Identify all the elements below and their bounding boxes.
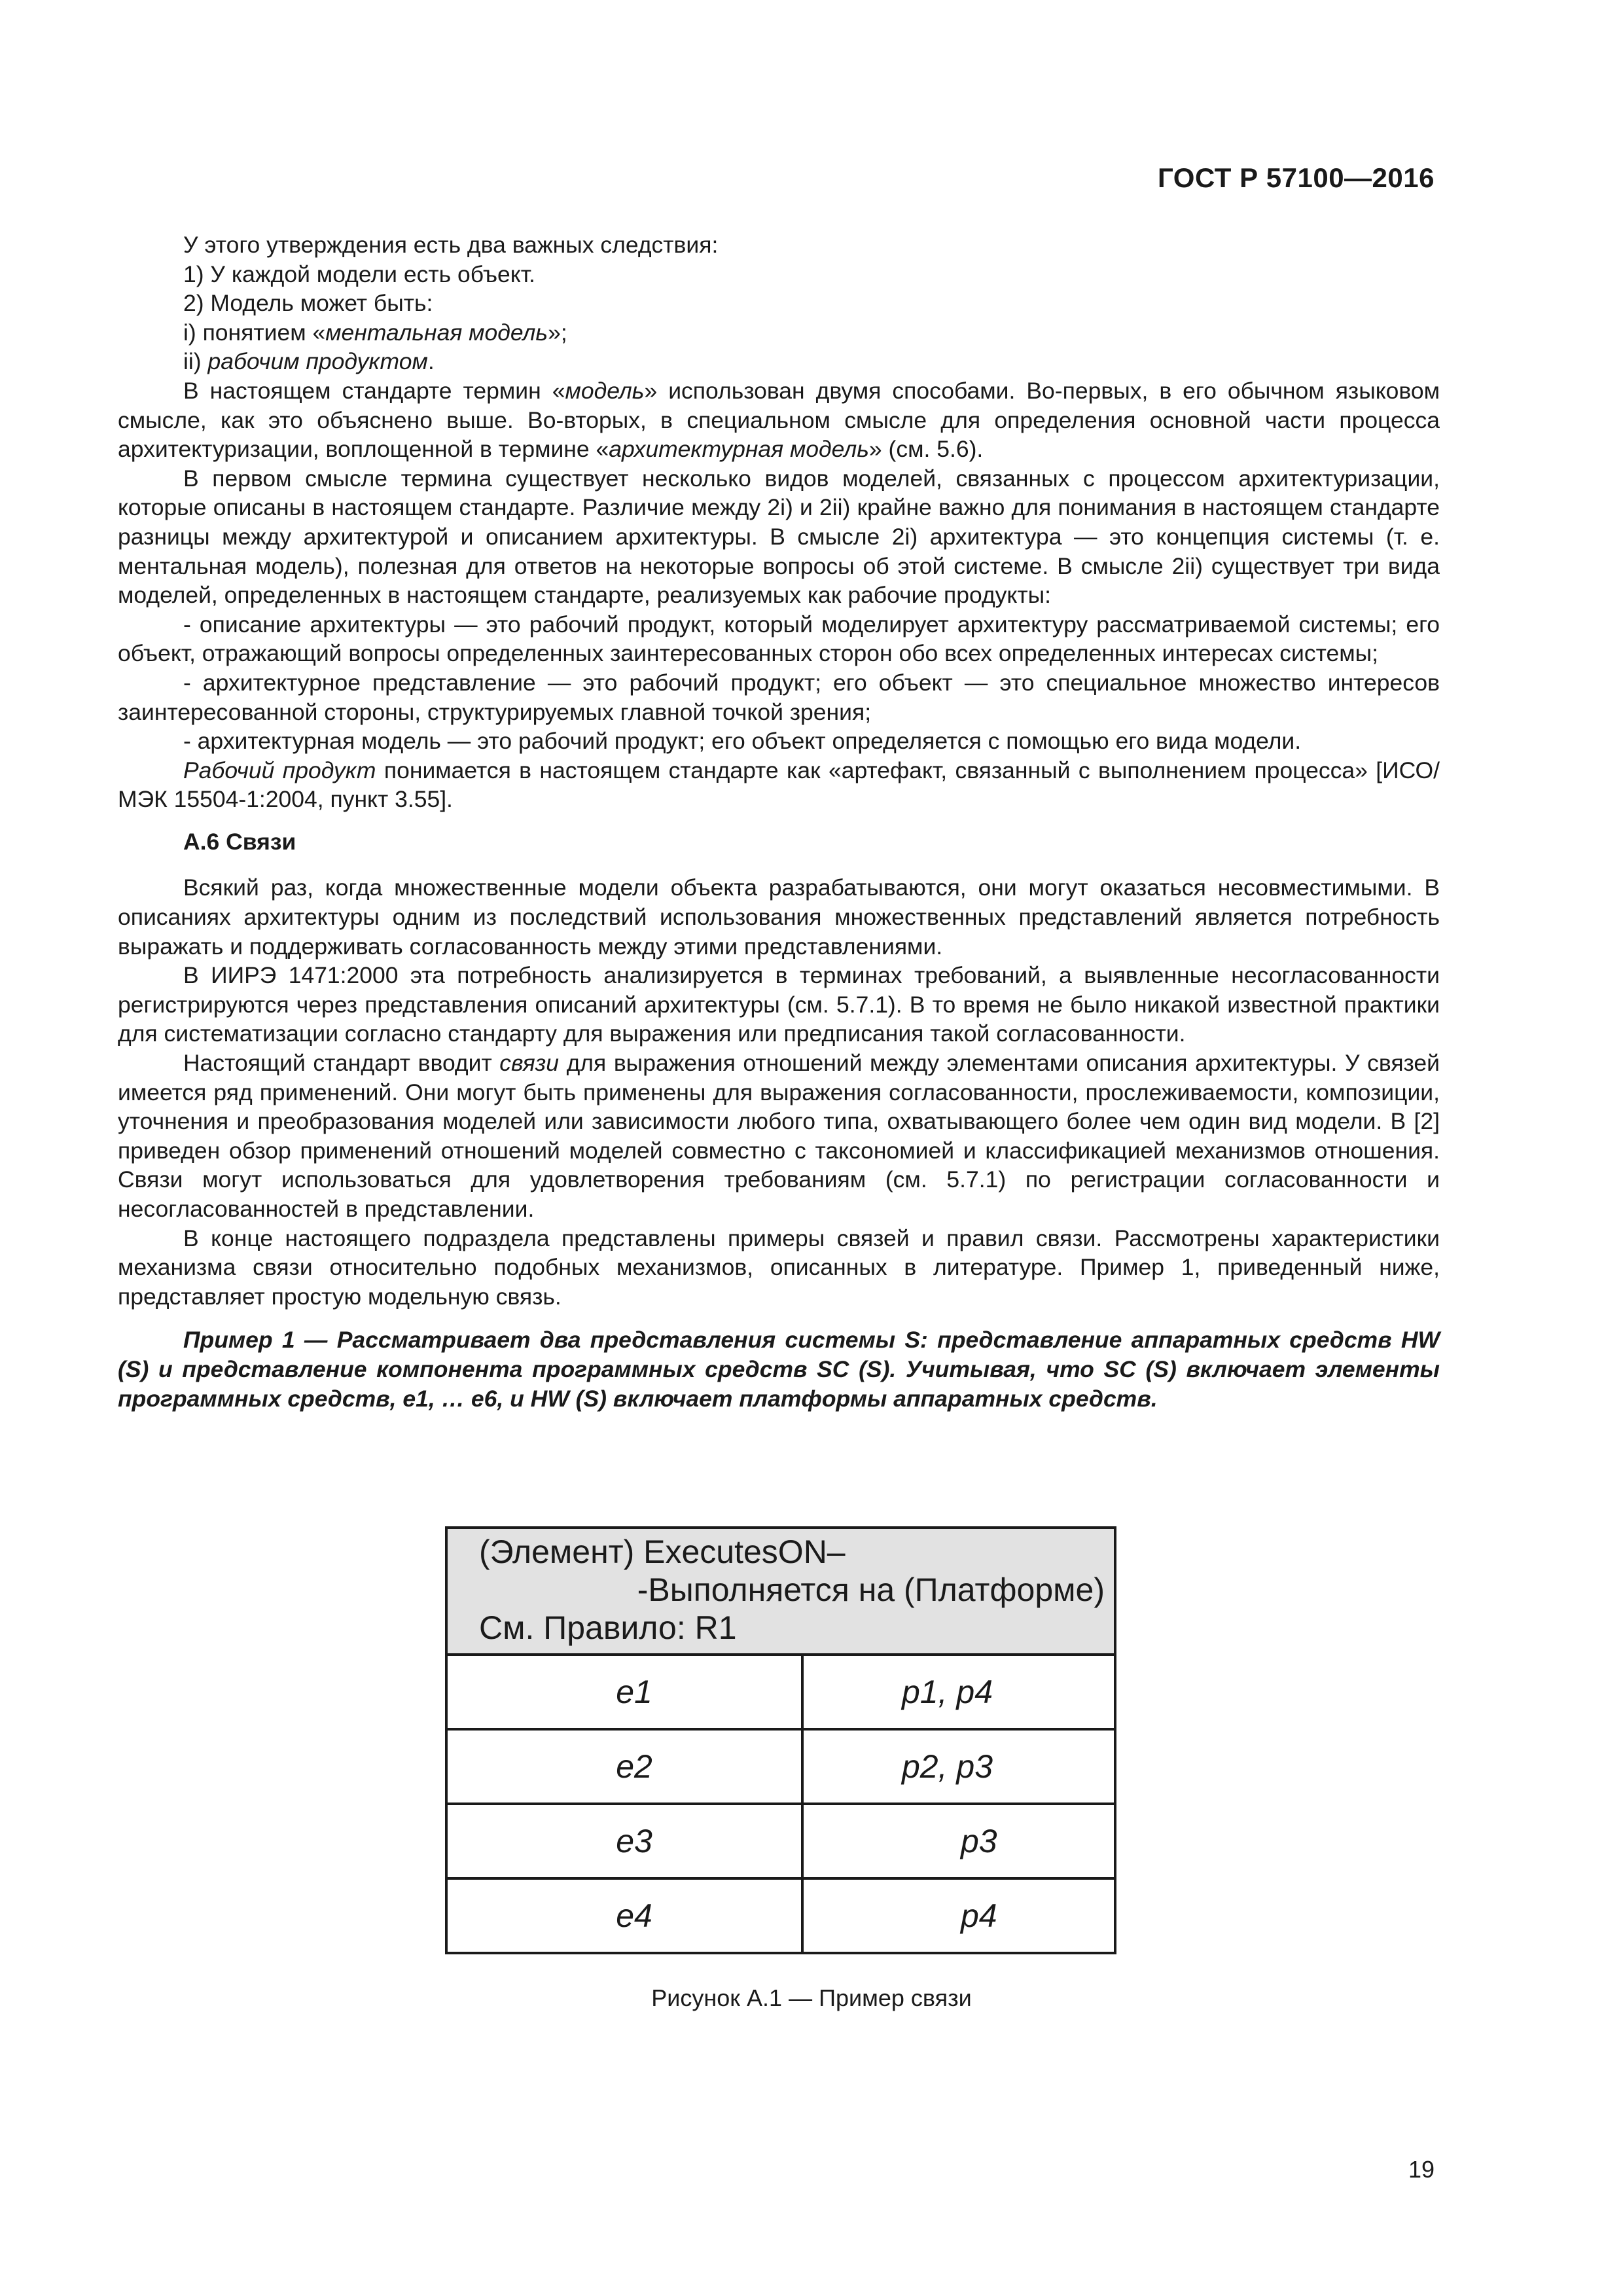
table-row [446,1878,1115,1953]
figure-caption: Рисунок А.1 — Пример связи [651,1984,972,2011]
figure-table [445,1526,1116,1954]
platform-cell: p1, p4 [802,1655,1115,1729]
header-line: См. Правило: R1 [479,1609,737,1646]
table-header-row [446,1528,1115,1655]
document-header-code: ГОСТ Р 57100—2016 [1158,162,1435,193]
list-item: - архитектурная модель — это рабочий продукт; его объект определяется с помощью его вида модели. [183,728,1302,755]
element-cell: e1 [446,1655,802,1729]
table-row [446,1729,1115,1804]
paragraph: У этого утверждения есть два важных следствия: [183,232,719,258]
example-paragraph: Пример 1 — Рассматривает два представления системы S: представление аппаратных средств HW (S) и представление компонента программных средств SC (S). Учитывая, что SC (S) включает элементы программных средств, e1, … e6, и HW (S) включает платформы аппаратных средств. [118,1327,1440,1412]
table-header-cell [446,1528,1115,1655]
platform-cell: p3 [802,1804,1115,1878]
section-heading: А.6 Связи [183,828,296,855]
paragraph: В конце настоящего подраздела представлены примеры связей и правил связи. Рассмотрены характеристики механизма связи относительно подобных механизмов, описанных в литературе. Пример 1, приведенный ниже, представляет простую модельную связь. [118,1225,1440,1310]
list-item: 2) Модель может быть: [183,290,433,317]
list-item: - архитектурное представление — это рабочий продукт; его объект — это специальное множество интересов заинтересованной стороны, структурируемых главной точкой зрения; [118,669,1440,725]
element-cell: e4 [446,1878,802,1953]
paragraph: Настоящий стандарт вводит связи для выражения отношений между элементами описания архитектуры. У связей имеется ряд применений. Они могут быть применены для выражения согласованности, прослеживаемости, композиции, уточнения и преобразования моделей или зависимости любого типа, охватывающего более чем один вид модели. В [2] приведен обзор применений отношений моделей совместно с таксономией и классификацией механизмов отношения. Связи могут использоваться для удовлетворения требованиям (см. 5.7.1) по регистрации согласованности и несогласованностей в представлении. [118,1050,1440,1222]
list-item: 1) У каждой модели есть объект. [183,260,535,287]
list-item: ii) рабочим продуктом. [183,348,435,375]
paragraph: В ИИРЭ 1471:2000 эта потребность анализируется в терминах требований, а выявленные несогласованности регистрируются через представления описаний архитектуры (см. 5.7.1). В то время не было никакой известной практики для систематизации согласно стандарту для выражения или предписания такой согласованности. [118,962,1440,1047]
table-row [446,1655,1115,1729]
table-row [446,1804,1115,1878]
element-cell: e2 [446,1729,802,1804]
list-item: i) понятием «ментальная модель»; [183,319,567,346]
header-line: (Элемент) ExecutesON– [479,1534,846,1570]
list-item: - описание архитектуры — это рабочий продукт, который моделирует архитектуру рассматриваемой системы; его объект, отражающий вопросы определенных заинтересованных сторон обо всех определенных интересах системы; [118,611,1440,667]
page-number: 19 [1408,2156,1435,2183]
platform-cell: p4 [802,1878,1115,1953]
header-line: -Выполняется на (Платформе) [637,1571,1105,1608]
platform-cell: p2, p3 [802,1729,1115,1804]
paragraph: Всякий раз, когда множественные модели объекта разрабатываются, они могут оказаться несовместимыми. В описаниях архитектуры одним из последствий использования множественных представлений является потребность выражать и поддерживать согласованность между этими представлениями. [118,874,1440,960]
paragraph: В первом смысле термина существует несколько видов моделей, связанных с процессом архитектуризации, которые описаны в настоящем стандарте. Различие между 2i) и 2ii) крайне важно для понимания в настоящем стандарте разницы между архитектурой и описанием архитектуры. В смысле 2i) архитектура — это концепция системы (т. е. ментальная модель), полезная для ответов на некоторые вопросы об этой системе. В смысле 2ii) существует три вида моделей, определенных в настоящем стандарте, реализуемых как рабочие продукты: [118,465,1440,609]
paragraph: Рабочий продукт понимается в настоящем стандарте как «артефакт, связанный с выполнением процесса» [ИСО/МЭК 15504-1:2004, пункт 3.55]. [118,757,1440,813]
element-cell: e3 [446,1804,802,1878]
paragraph: В настоящем стандарте термин «модель» использован двумя способами. Во-первых, в его обычном языковом смысле, как это объяснено выше. Во-вторых, в специальном смысле для определения основной части процесса архитектуризации, воплощенной в термине «архитектурная модель» (см. 5.6). [118,377,1440,463]
document-body [118,230,1440,1413]
